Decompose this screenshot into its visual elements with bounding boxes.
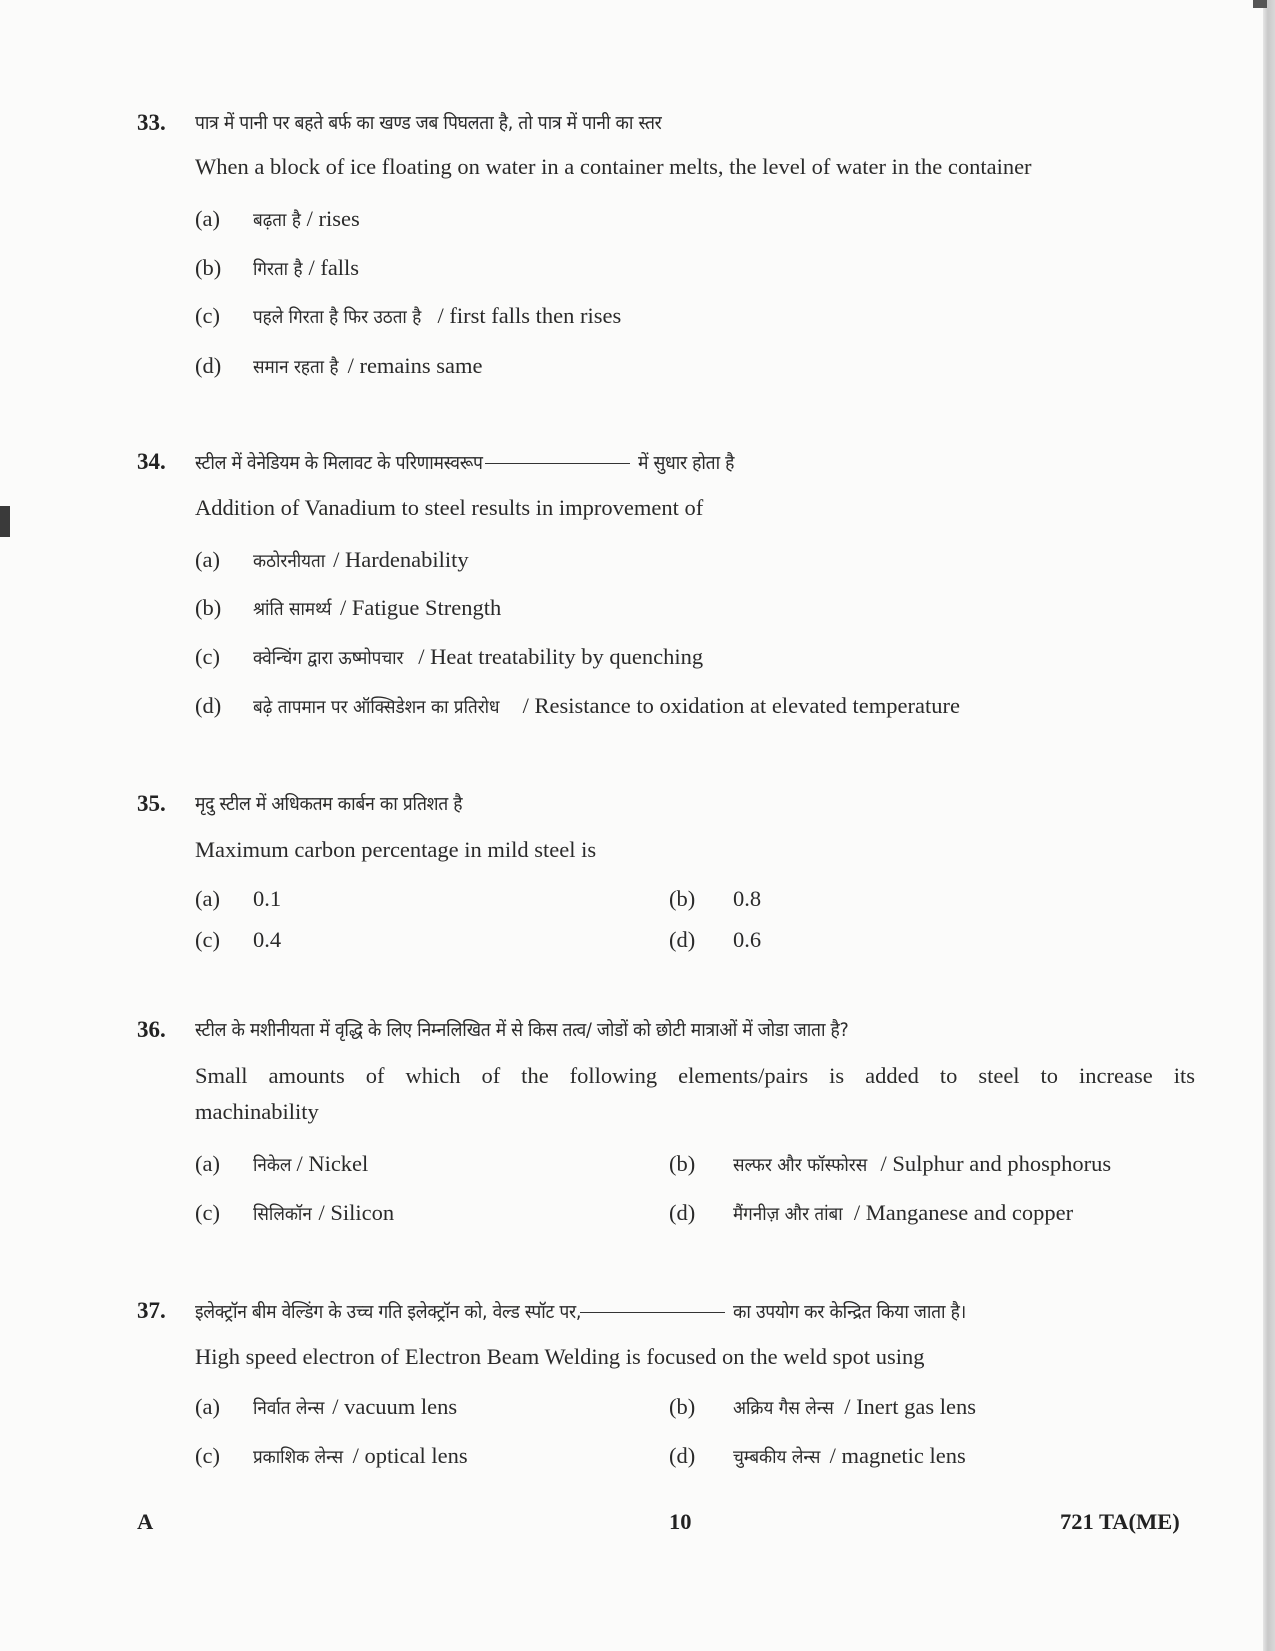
option-b-label: (b) [195,595,222,620]
option-c-label: (c) [195,1200,220,1225]
question-text-hindi: स्टील के मशीनीयता में वृद्धि के लिए निम्नलिखित में से किस तत्व/ जोडों को छोटी मात्राओं में जोडा जाता है? [195,1019,849,1041]
question-text-hindi [195,448,742,477]
footer-set-code: A [137,1509,154,1534]
option-d-label: (d) [669,1200,696,1225]
question-text-english-line1: Small amounts of which of the following elements/pairs is added to steel to increase its [195,1063,1195,1088]
hindi-after-blank: में सुधार होता है [637,452,735,474]
option-hindi: मैंगनीज़ और तांबा [733,1204,843,1225]
option-english: / Sulphur and phosphorus [880,1151,1112,1176]
page-edge-mark [1253,0,1267,8]
question-text-english: High speed electron of Electron Beam Welding is focused on the weld spot using [195,1344,925,1369]
option-b-value: 0.8 [733,886,762,911]
option-a [253,205,360,235]
option-b [733,1150,1111,1180]
question-text-hindi: पात्र में पानी पर बहते बर्फ का खण्ड जब पिघलता है, तो पात्र में पानी का स्तर [195,112,662,134]
option-b-label: (b) [669,1151,696,1176]
question-number: 34. [137,449,166,474]
option-hindi: निकेल [253,1155,292,1176]
option-b-label: (b) [669,1394,696,1419]
option-b-label: (b) [669,886,696,911]
binding-mark [0,506,10,537]
question-text-english: When a block of ice floating on water in a container melts, the level of water in the container [195,154,1032,179]
option-english: / Nickel [296,1151,369,1176]
question-number: 35. [137,791,166,816]
option-a [253,1150,368,1180]
question-text-english: Addition of Vanadium to steel results in improvement of [195,495,704,520]
question-text-hindi: मृदु स्टील में अधिकतम कार्बन का प्रतिशत है [195,793,463,815]
option-d [733,1442,966,1472]
option-english: / optical lens [352,1443,468,1468]
option-d-label: (d) [195,693,222,718]
option-b [253,594,501,624]
option-c-label: (c) [195,644,220,669]
option-english: / rises [306,206,360,231]
option-d [253,692,960,722]
page-edge-shadow [1263,0,1275,1651]
option-b [733,1393,976,1423]
option-english: / Resistance to oxidation at elevated temperature [522,693,960,718]
question-number: 33. [137,110,166,135]
option-a-value: 0.1 [253,886,282,911]
option-hindi: कठोरनीयता [253,551,326,572]
option-english: / Heat treatability by quenching [418,644,704,669]
option-c-label: (c) [195,1443,220,1468]
hindi-before-blank: स्टील में वेनेडियम के मिलावट के परिणामस्वरूप [195,452,483,474]
option-d-label: (d) [195,353,222,378]
option-c [253,1199,394,1229]
fill-in-blank [485,463,630,464]
option-hindi: प्रकाशिक लेन्स [253,1447,344,1468]
question-text-hindi [195,1297,986,1326]
option-a-label: (a) [195,1394,220,1419]
option-hindi: समान रहता है [253,357,339,378]
option-a [253,1393,457,1423]
option-c [253,643,703,673]
option-a-label: (a) [195,886,220,911]
option-english: / Manganese and copper [853,1200,1074,1225]
hindi-after-blank: का उपयोग कर केन्द्रित किया जाता है। [733,1301,966,1323]
option-english: / Inert gas lens [844,1394,977,1419]
option-hindi: निर्वात लेन्स [253,1398,325,1419]
option-hindi: सल्फर और फॉस्फोरस [733,1155,868,1176]
option-hindi: बढ़ता है [253,210,301,231]
option-c-label: (c) [195,927,220,952]
option-english: / first falls then rises [437,303,622,328]
option-english: / remains same [347,353,483,378]
option-d [733,1199,1073,1229]
option-english: / Hardenability [333,547,469,572]
option-c [253,302,621,332]
option-a-label: (a) [195,547,220,572]
option-d-value: 0.6 [733,927,762,952]
option-d-label: (d) [669,927,696,952]
question-number: 37. [137,1298,166,1323]
option-c-label: (c) [195,303,220,328]
option-hindi: क्वेन्चिंग द्वारा ऊष्मोपचार [253,648,404,669]
option-hindi: चुम्बकीय लेन्स [733,1447,821,1468]
option-b [253,254,359,284]
footer-paper-code: 721 TA(ME) [1060,1509,1180,1534]
option-d-label: (d) [669,1443,696,1468]
option-english: / magnetic lens [829,1443,966,1468]
question-text-english: Maximum carbon percentage in mild steel is [195,837,597,862]
option-english: / vacuum lens [332,1394,458,1419]
option-a [253,546,469,576]
option-c-value: 0.4 [253,927,282,952]
option-b-label: (b) [195,255,222,280]
option-hindi: पहले गिरता है फिर उठता है [253,307,422,328]
question-number: 36. [137,1017,166,1042]
option-hindi: गिरता है [253,259,303,280]
option-english: / Silicon [318,1200,395,1225]
fill-in-blank [580,1312,725,1313]
option-hindi: सिलिकॉन [253,1204,312,1225]
option-hindi: अक्रिय गैस लेन्स [733,1398,834,1419]
question-text-english-line2: machinability [195,1099,319,1124]
option-english: / falls [308,255,360,280]
hindi-before-blank: इलेक्ट्रॉन बीम वेल्डिंग के उच्च गति इलेक्ट्रॉन को, वेल्ड स्पॉट पर, [195,1301,582,1323]
footer-page-number: 10 [669,1509,692,1534]
option-hindi: श्रांति सामर्थ्य [253,599,332,620]
option-a-label: (a) [195,1151,220,1176]
option-hindi: बढ़े तापमान पर ऑक्सिडेशन का प्रतिरोध [253,697,500,718]
option-english: / Fatigue Strength [339,595,502,620]
option-d [253,352,483,382]
option-a-label: (a) [195,206,220,231]
option-c [253,1442,468,1472]
